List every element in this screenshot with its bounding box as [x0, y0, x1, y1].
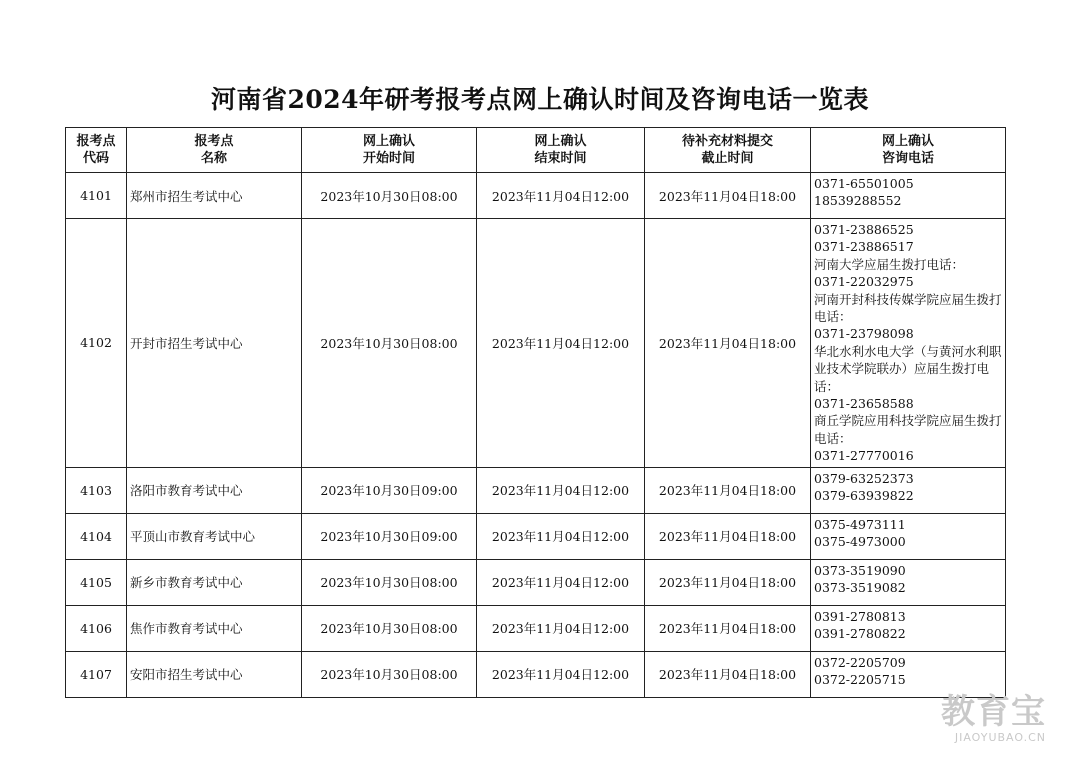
cell-start: 2023年10月30日08:00 — [302, 605, 477, 651]
cell-start: 2023年10月30日08:00 — [302, 559, 477, 605]
phone-line: 0372-2205709 — [814, 654, 906, 670]
cell-phones — [811, 173, 1006, 219]
cell-end: 2023年11月04日12:00 — [477, 173, 645, 219]
cell-deadline: 2023年11月04日18:00 — [645, 605, 811, 651]
schedule-table — [65, 127, 1006, 698]
cell-start: 2023年10月30日08:00 — [302, 651, 477, 697]
phone-line: 0371-23886517 — [814, 239, 914, 255]
cell-deadline: 2023年11月04日18:00 — [645, 467, 811, 513]
cell-start: 2023年10月30日08:00 — [302, 173, 477, 219]
page-title: 河南省2024年研考报考点网上确认时间及咨询电话一览表 — [210, 85, 870, 114]
cell-phones — [811, 651, 1006, 697]
cell-site: 平顶山市教育考试中心 — [127, 513, 302, 559]
cell-code: 4104 — [66, 513, 127, 559]
header-code: 报考点 代码 — [66, 128, 127, 173]
table-row — [66, 219, 1006, 468]
cell-end: 2023年11月04日12:00 — [477, 219, 645, 468]
cell-end: 2023年11月04日12:00 — [477, 605, 645, 651]
cell-site: 开封市招生考试中心 — [127, 219, 302, 468]
cell-end: 2023年11月04日12:00 — [477, 467, 645, 513]
cell-start: 2023年10月30日09:00 — [302, 467, 477, 513]
cell-code: 4106 — [66, 605, 127, 651]
phone-line: 0371-23658588 — [814, 396, 914, 412]
cell-code: 4102 — [66, 219, 127, 468]
phone-line: 0375-4973111 — [814, 516, 906, 532]
cell-site: 安阳市招生考试中心 — [127, 651, 302, 697]
table-row — [66, 559, 1006, 605]
header-site: 报考点 名称 — [127, 128, 302, 173]
phone-line: 0371-23886525 — [814, 222, 914, 237]
cell-code: 4101 — [66, 173, 127, 219]
table-row — [66, 651, 1006, 697]
phone-line: 0371-65501005 — [814, 176, 914, 191]
phone-line: 0391-2780813 — [814, 608, 906, 624]
phone-line: 0375-4973000 — [814, 534, 906, 550]
phone-line: 华北水利水电大学（与黄河水利职业技术学院联办）应届生拨打电话： — [814, 343, 1002, 394]
cell-site: 新乡市教育考试中心 — [127, 559, 302, 605]
cell-deadline: 2023年11月04日18:00 — [645, 513, 811, 559]
phone-line: 河南开封科技传媒学院应届生拨打电话： — [814, 291, 1002, 325]
cell-deadline: 2023年11月04日18:00 — [645, 651, 811, 697]
cell-site: 郑州市招生考试中心 — [127, 173, 302, 219]
cell-phones — [811, 467, 1006, 513]
cell-phones — [811, 513, 1006, 559]
table-row — [66, 467, 1006, 513]
cell-deadline: 2023年11月04日18:00 — [645, 173, 811, 219]
header-deadline: 待补充材料提交 截止时间 — [645, 128, 811, 173]
watermark-brand: 教育宝 — [941, 692, 1046, 732]
cell-end: 2023年11月04日12:00 — [477, 513, 645, 559]
header-row — [66, 128, 1006, 173]
header-start: 网上确认 开始时间 — [302, 128, 477, 173]
phone-line: 0373-3519082 — [814, 580, 906, 596]
phone-line: 0371-22032975 — [814, 274, 914, 290]
cell-phones — [811, 605, 1006, 651]
watermark-domain: JIAOYUBAO.CN — [954, 731, 1046, 744]
phone-line: 18539288552 — [814, 193, 902, 209]
cell-end: 2023年11月04日12:00 — [477, 559, 645, 605]
cell-end: 2023年11月04日12:00 — [477, 651, 645, 697]
watermark-logo — [941, 693, 1046, 744]
cell-site: 焦作市教育考试中心 — [127, 605, 302, 651]
phone-line: 0371-23798098 — [814, 326, 914, 342]
cell-phones — [811, 219, 1006, 468]
table-row — [66, 513, 1006, 559]
phone-line: 河南大学应届生拨打电话： — [814, 256, 965, 272]
header-end: 网上确认 结束时间 — [477, 128, 645, 173]
phone-line: 0371-27770016 — [814, 448, 914, 464]
cell-start: 2023年10月30日08:00 — [302, 219, 477, 468]
phone-line: 0391-2780822 — [814, 626, 906, 642]
table-row — [66, 173, 1006, 219]
cell-code: 4105 — [66, 559, 127, 605]
phone-line: 0379-63252373 — [814, 470, 914, 486]
phone-line: 0379-63939822 — [814, 488, 914, 504]
header-phone: 网上确认 咨询电话 — [811, 128, 1006, 173]
cell-code: 4107 — [66, 651, 127, 697]
cell-phones — [811, 559, 1006, 605]
cell-site: 洛阳市教育考试中心 — [127, 467, 302, 513]
phone-line: 0373-3519090 — [814, 562, 906, 578]
cell-deadline: 2023年11月04日18:00 — [645, 219, 811, 468]
cell-start: 2023年10月30日09:00 — [302, 513, 477, 559]
cell-deadline: 2023年11月04日18:00 — [645, 559, 811, 605]
phone-line: 0372-2205715 — [814, 672, 906, 688]
table-row — [66, 605, 1006, 651]
cell-code: 4103 — [66, 467, 127, 513]
phone-line: 商丘学院应用科技学院应届生拨打电话： — [814, 413, 1002, 446]
